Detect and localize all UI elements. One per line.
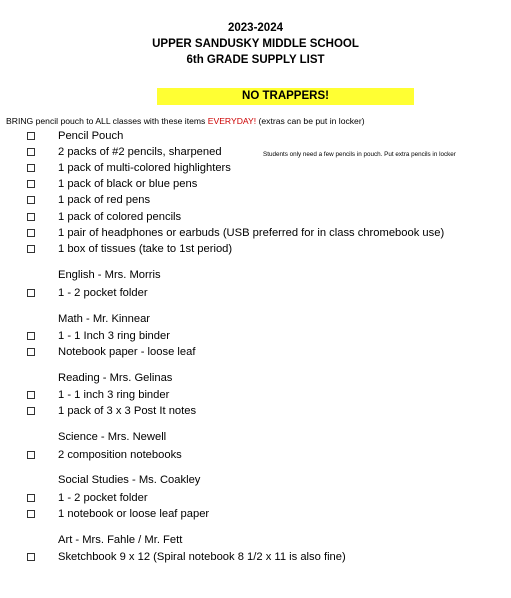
item-label: 1 - 2 pocket folder [58, 287, 148, 299]
checkbox[interactable] [27, 148, 35, 156]
checkbox[interactable] [27, 391, 35, 399]
item-label: Notebook paper - loose leaf [58, 346, 196, 358]
section-title-art: Art - Mrs. Fahle / Mr. Fett [58, 534, 183, 546]
checkbox[interactable] [27, 245, 35, 253]
year-heading: 2023-2024 [228, 22, 283, 34]
section-title-science: Science - Mrs. Newell [58, 431, 167, 443]
pencil-note: Students only need a few pencils in pouch. Put extra pencils in locker [263, 151, 456, 158]
checkbox[interactable] [27, 213, 35, 221]
item-label: 1 pack of red pens [58, 194, 151, 206]
no-trappers-banner: NO TRAPPERS! [157, 88, 414, 105]
checkbox[interactable] [27, 553, 35, 561]
item-label: 1 pack of multi-colored highlighters [58, 162, 231, 174]
item-label: 1 notebook or loose leaf paper [58, 508, 210, 520]
item-label: 1 - 1 Inch 3 ring binder [58, 330, 170, 342]
checkbox[interactable] [27, 132, 35, 140]
item-label: 1 - 2 pocket folder [58, 492, 148, 504]
item-label: 1 pair of headphones or earbuds (USB preferred for in class chromebook use) [58, 227, 445, 239]
checkbox[interactable] [27, 196, 35, 204]
everyday-highlight: EVERYDAY! [207, 116, 257, 126]
item-label: 2 packs of #2 pencils, sharpened [58, 146, 222, 158]
bring-instruction-note: (extras can be put in locker) [256, 116, 365, 126]
checkbox[interactable] [27, 164, 35, 172]
checkbox[interactable] [27, 348, 35, 356]
section-title-english: English - Mrs. Morris [58, 269, 161, 281]
item-label: 1 - 1 inch 3 ring binder [58, 389, 170, 401]
section-title-reading: Reading - Mrs. Gelinas [58, 372, 173, 384]
supply-list-title: 6th GRADE SUPPLY LIST [186, 54, 325, 66]
item-label: Pencil Pouch [58, 130, 124, 142]
bring-instruction [6, 116, 365, 126]
checkbox[interactable] [27, 332, 35, 340]
item-label: 1 pack of 3 x 3 Post It notes [58, 405, 197, 417]
item-label: 2 composition notebooks [58, 449, 182, 461]
item-label: 1 box of tissues (take to 1st period) [58, 243, 233, 255]
checkbox[interactable] [27, 289, 35, 297]
bring-instruction-text: BRING pencil pouch to ALL classes with these items [6, 116, 208, 126]
item-label: 1 pack of colored pencils [58, 211, 182, 223]
school-name-heading: UPPER SANDUSKY MIDDLE SCHOOL [152, 38, 359, 50]
checkbox[interactable] [27, 407, 35, 415]
checkbox[interactable] [27, 451, 35, 459]
checkbox[interactable] [27, 180, 35, 188]
checkbox[interactable] [27, 494, 35, 502]
section-title-social-studies: Social Studies - Ms. Coakley [58, 474, 201, 486]
checkbox[interactable] [27, 229, 35, 237]
item-label: 1 pack of black or blue pens [58, 178, 198, 190]
checkbox[interactable] [27, 510, 35, 518]
item-label: Sketchbook 9 x 12 (Spiral notebook 8 1/2 x 11 is also fine) [58, 551, 346, 563]
section-title-math: Math - Mr. Kinnear [58, 313, 151, 325]
